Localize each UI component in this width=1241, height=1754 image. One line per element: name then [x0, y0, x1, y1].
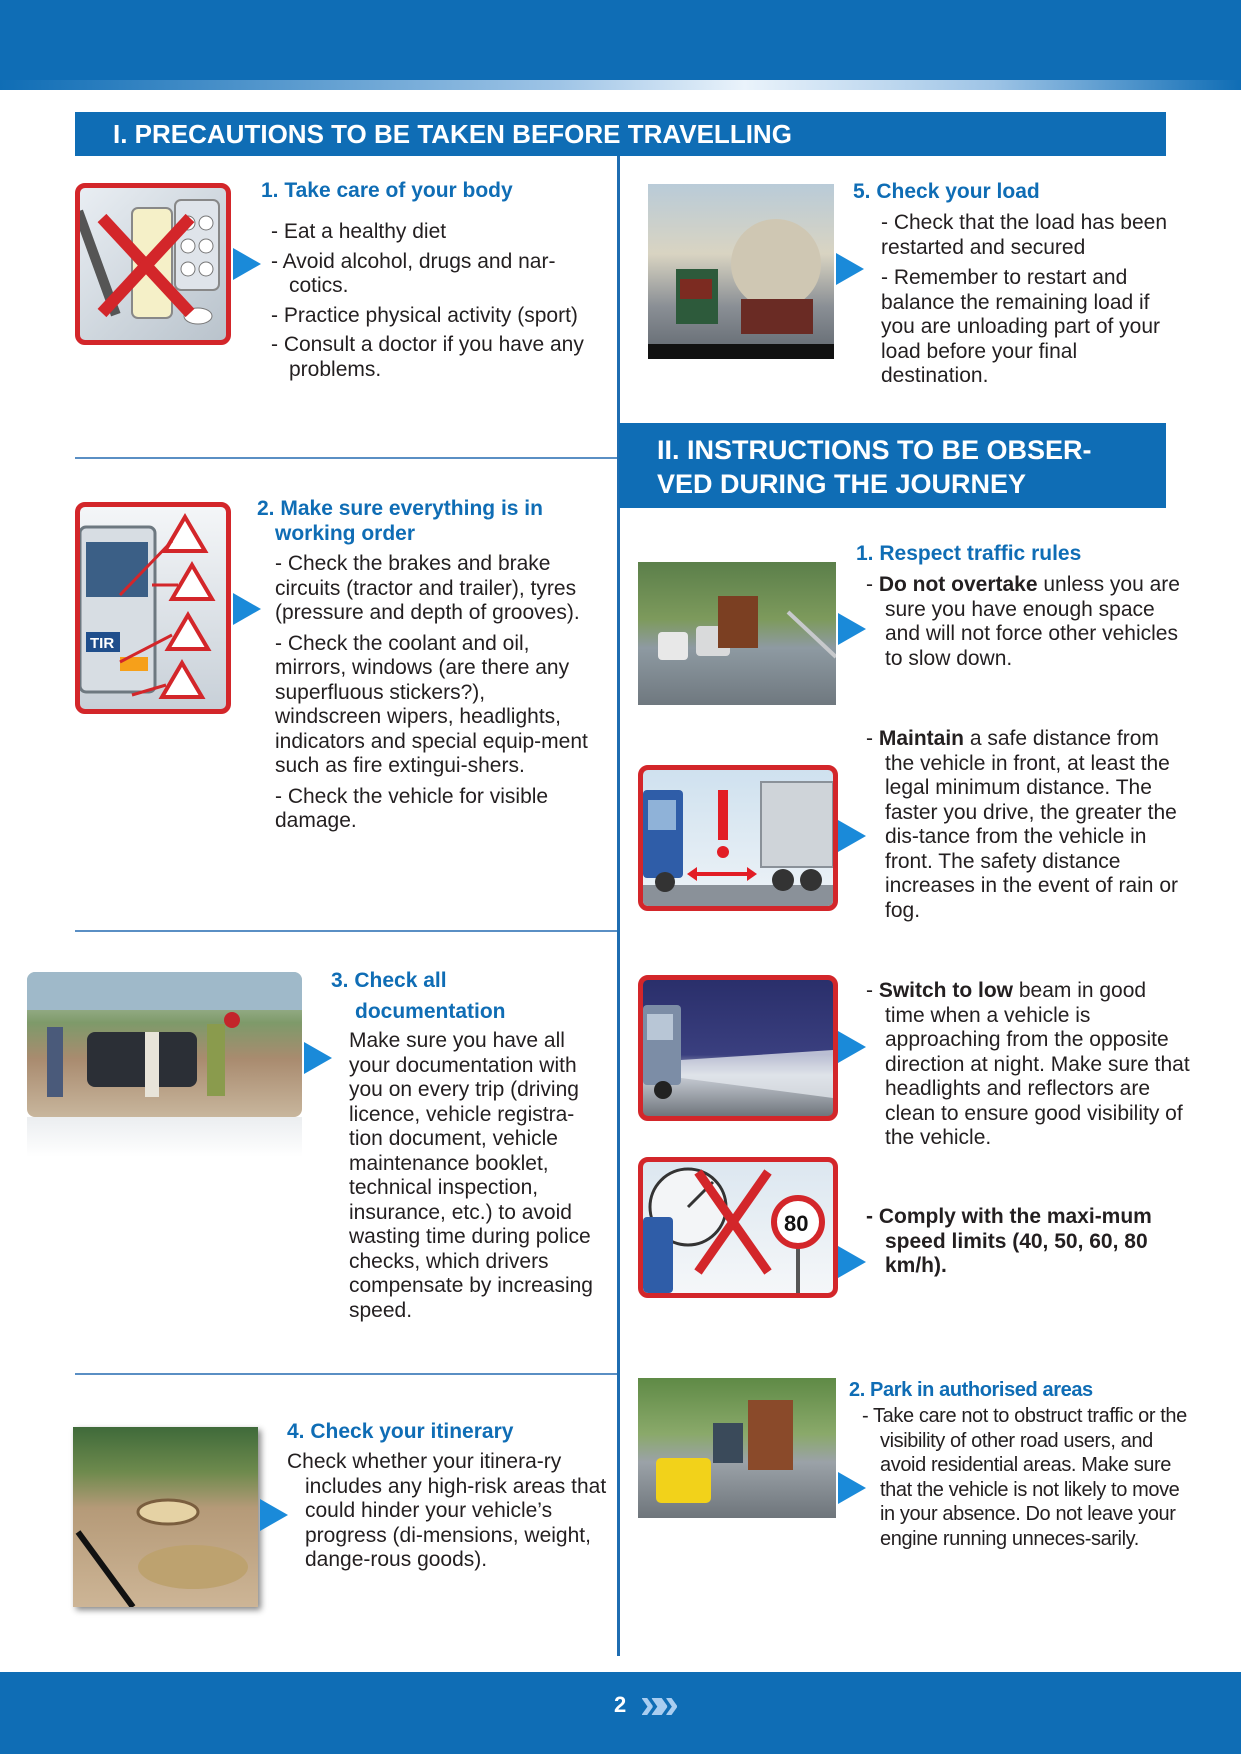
rule-dash: -	[866, 1205, 879, 1228]
item-5-text	[881, 211, 1171, 395]
rules-heading: 1. Respect traffic rules	[856, 542, 1082, 565]
rule-dash: -	[866, 727, 879, 750]
item-1-line: - Practice physical activity (sport)	[271, 303, 578, 327]
item-3-heading-line: 3. Check all	[331, 969, 447, 992]
rule-speed-bold: Comply with the maxi-mum speed limits (40, 50, 60, 80 km/h).	[878, 1205, 1152, 1277]
pointer-arrow-icon	[836, 253, 864, 285]
pointer-arrow-icon	[838, 1246, 866, 1278]
rule-overtake-bold: Do not overtake	[878, 573, 1038, 596]
park-text: - Take care not to obstruct traffic or the visibility of other road users, and avoid residential areas. Make sure that the vehicle is not likely to move in your absence. Do not leave your engine running unneces-sarily.	[862, 1405, 1187, 1550]
rule-overtake-rest: unless you are sure you have enough space and will not force other vehicles to slow down.	[885, 573, 1180, 670]
parking-trucks-photo	[638, 1378, 836, 1518]
rule-low-beam-rest: beam in good time when a vehicle is approaching from the opposite direction at night. Make sure that headlights and reflectors are clean to ensure good visibility of the vehicle.	[885, 979, 1190, 1149]
pointer-arrow-icon	[233, 593, 261, 625]
item-2-heading-line: working order	[275, 522, 416, 545]
item-2-heading-line: 2. Make sure everything is in	[257, 497, 543, 520]
section-2-title-line: VED DURING THE JOURNEY	[657, 469, 1027, 499]
night-low-beam-icon	[638, 975, 838, 1121]
truck-check-icon	[75, 502, 231, 714]
pothole-road-photo	[73, 1427, 258, 1607]
tir-plate-label: TIR	[90, 635, 115, 652]
rule-low-beam-bold: Switch to low	[878, 979, 1013, 1002]
overtaking-road-photo	[638, 562, 836, 705]
rule-distance-bold: Maintain	[878, 727, 964, 750]
rule-speed-text	[866, 1205, 1190, 1279]
item-3-heading	[331, 965, 506, 1027]
item-2-paragraph: - Check the coolant and oil, mirrors, windows (are there any superfluous stickers?), windscreen wipers, headlights, indicators and special equip-ment such as fire extingui-shers.	[275, 631, 588, 777]
section-2-title	[619, 423, 1166, 508]
section-2-title-line: II. INSTRUCTIONS TO BE OBSER-	[657, 435, 1092, 465]
column-divider	[617, 156, 620, 1656]
divider-1	[75, 457, 617, 459]
item-5-paragraph: - Remember to restart and balance the remaining load if you are unloading part of your load before your final destination.	[881, 266, 1161, 387]
item-1-heading: 1. Take care of your body	[261, 179, 513, 202]
pointer-arrow-icon	[838, 613, 866, 645]
chevron-icon: »»	[640, 1679, 669, 1728]
rule-dash: -	[866, 573, 879, 596]
rule-distance-text	[866, 727, 1190, 923]
item-2-text	[275, 552, 595, 840]
rule-low-beam-text	[866, 979, 1190, 1151]
park-heading: 2. Park in authorised areas	[849, 1379, 1093, 1401]
item-1-line: - Eat a healthy diet	[271, 220, 447, 243]
pointer-arrow-icon	[233, 248, 261, 280]
item-3-text: Make sure you have all your documentation with you on every trip (driving licence, vehicle registra-tion document, vehicle maintenance booklet, technical inspection, insurance, etc.) to avoid wasting time during police checks, which drivers compensate by increasing speed.	[349, 1029, 593, 1322]
item-3-heading-line: documentation	[355, 1000, 506, 1023]
speed-sign-value: 80	[784, 1211, 809, 1236]
loaded-trucks-photo	[648, 184, 834, 359]
pointer-arrow-icon	[838, 820, 866, 852]
divider-2	[75, 930, 617, 932]
section-1-title: I. PRECAUTIONS TO BE TAKEN BEFORE TRAVELLING	[75, 112, 1166, 156]
rule-distance-rest: a safe distance from the vehicle in front, at least the legal minimum distance. The faster you drive, the greater the dis-tance from the vehicle in front. The safety distance increases in the event of rain or fog.	[885, 727, 1178, 922]
safe-distance-icon	[638, 765, 838, 911]
item-4-heading: 4. Check your itinerary	[287, 1420, 514, 1443]
pointer-arrow-icon	[304, 1042, 332, 1074]
rule-overtake-text	[866, 573, 1190, 671]
photo-reflection	[27, 1117, 302, 1157]
top-banner-gradient	[0, 80, 1241, 90]
item-2-paragraph: - Check the brakes and brake circuits (tractor and trailer), tyres (pressure and depth of grooves).	[275, 552, 580, 624]
page-number: 2	[614, 1692, 627, 1717]
pointer-arrow-icon	[260, 1499, 288, 1531]
body-care-icon	[75, 183, 231, 345]
item-2-heading	[257, 496, 543, 546]
item-4-text: Check whether your itinera-ry includes any high-risk areas that could hinder your vehicle’s progress (di-mensions, weight, dange-rous goods).	[287, 1450, 607, 1571]
item-1-text	[271, 220, 596, 388]
divider-3	[75, 1373, 617, 1375]
item-2-paragraph: - Check the vehicle for visible damage.	[275, 784, 549, 832]
item-5-paragraph: - Check that the load has been restarted and secured	[881, 211, 1168, 259]
item-1-line: - Consult a doctor if you have any problems.	[271, 333, 584, 381]
speed-limit-icon	[638, 1157, 838, 1298]
rule-dash: -	[866, 979, 879, 1002]
item-1-line: - Avoid alcohol, drugs and nar-cotics.	[271, 249, 556, 297]
item-5-heading: 5. Check your load	[853, 180, 1040, 203]
police-check-photo	[27, 972, 302, 1117]
top-banner	[0, 0, 1241, 80]
pointer-arrow-icon	[838, 1031, 866, 1063]
